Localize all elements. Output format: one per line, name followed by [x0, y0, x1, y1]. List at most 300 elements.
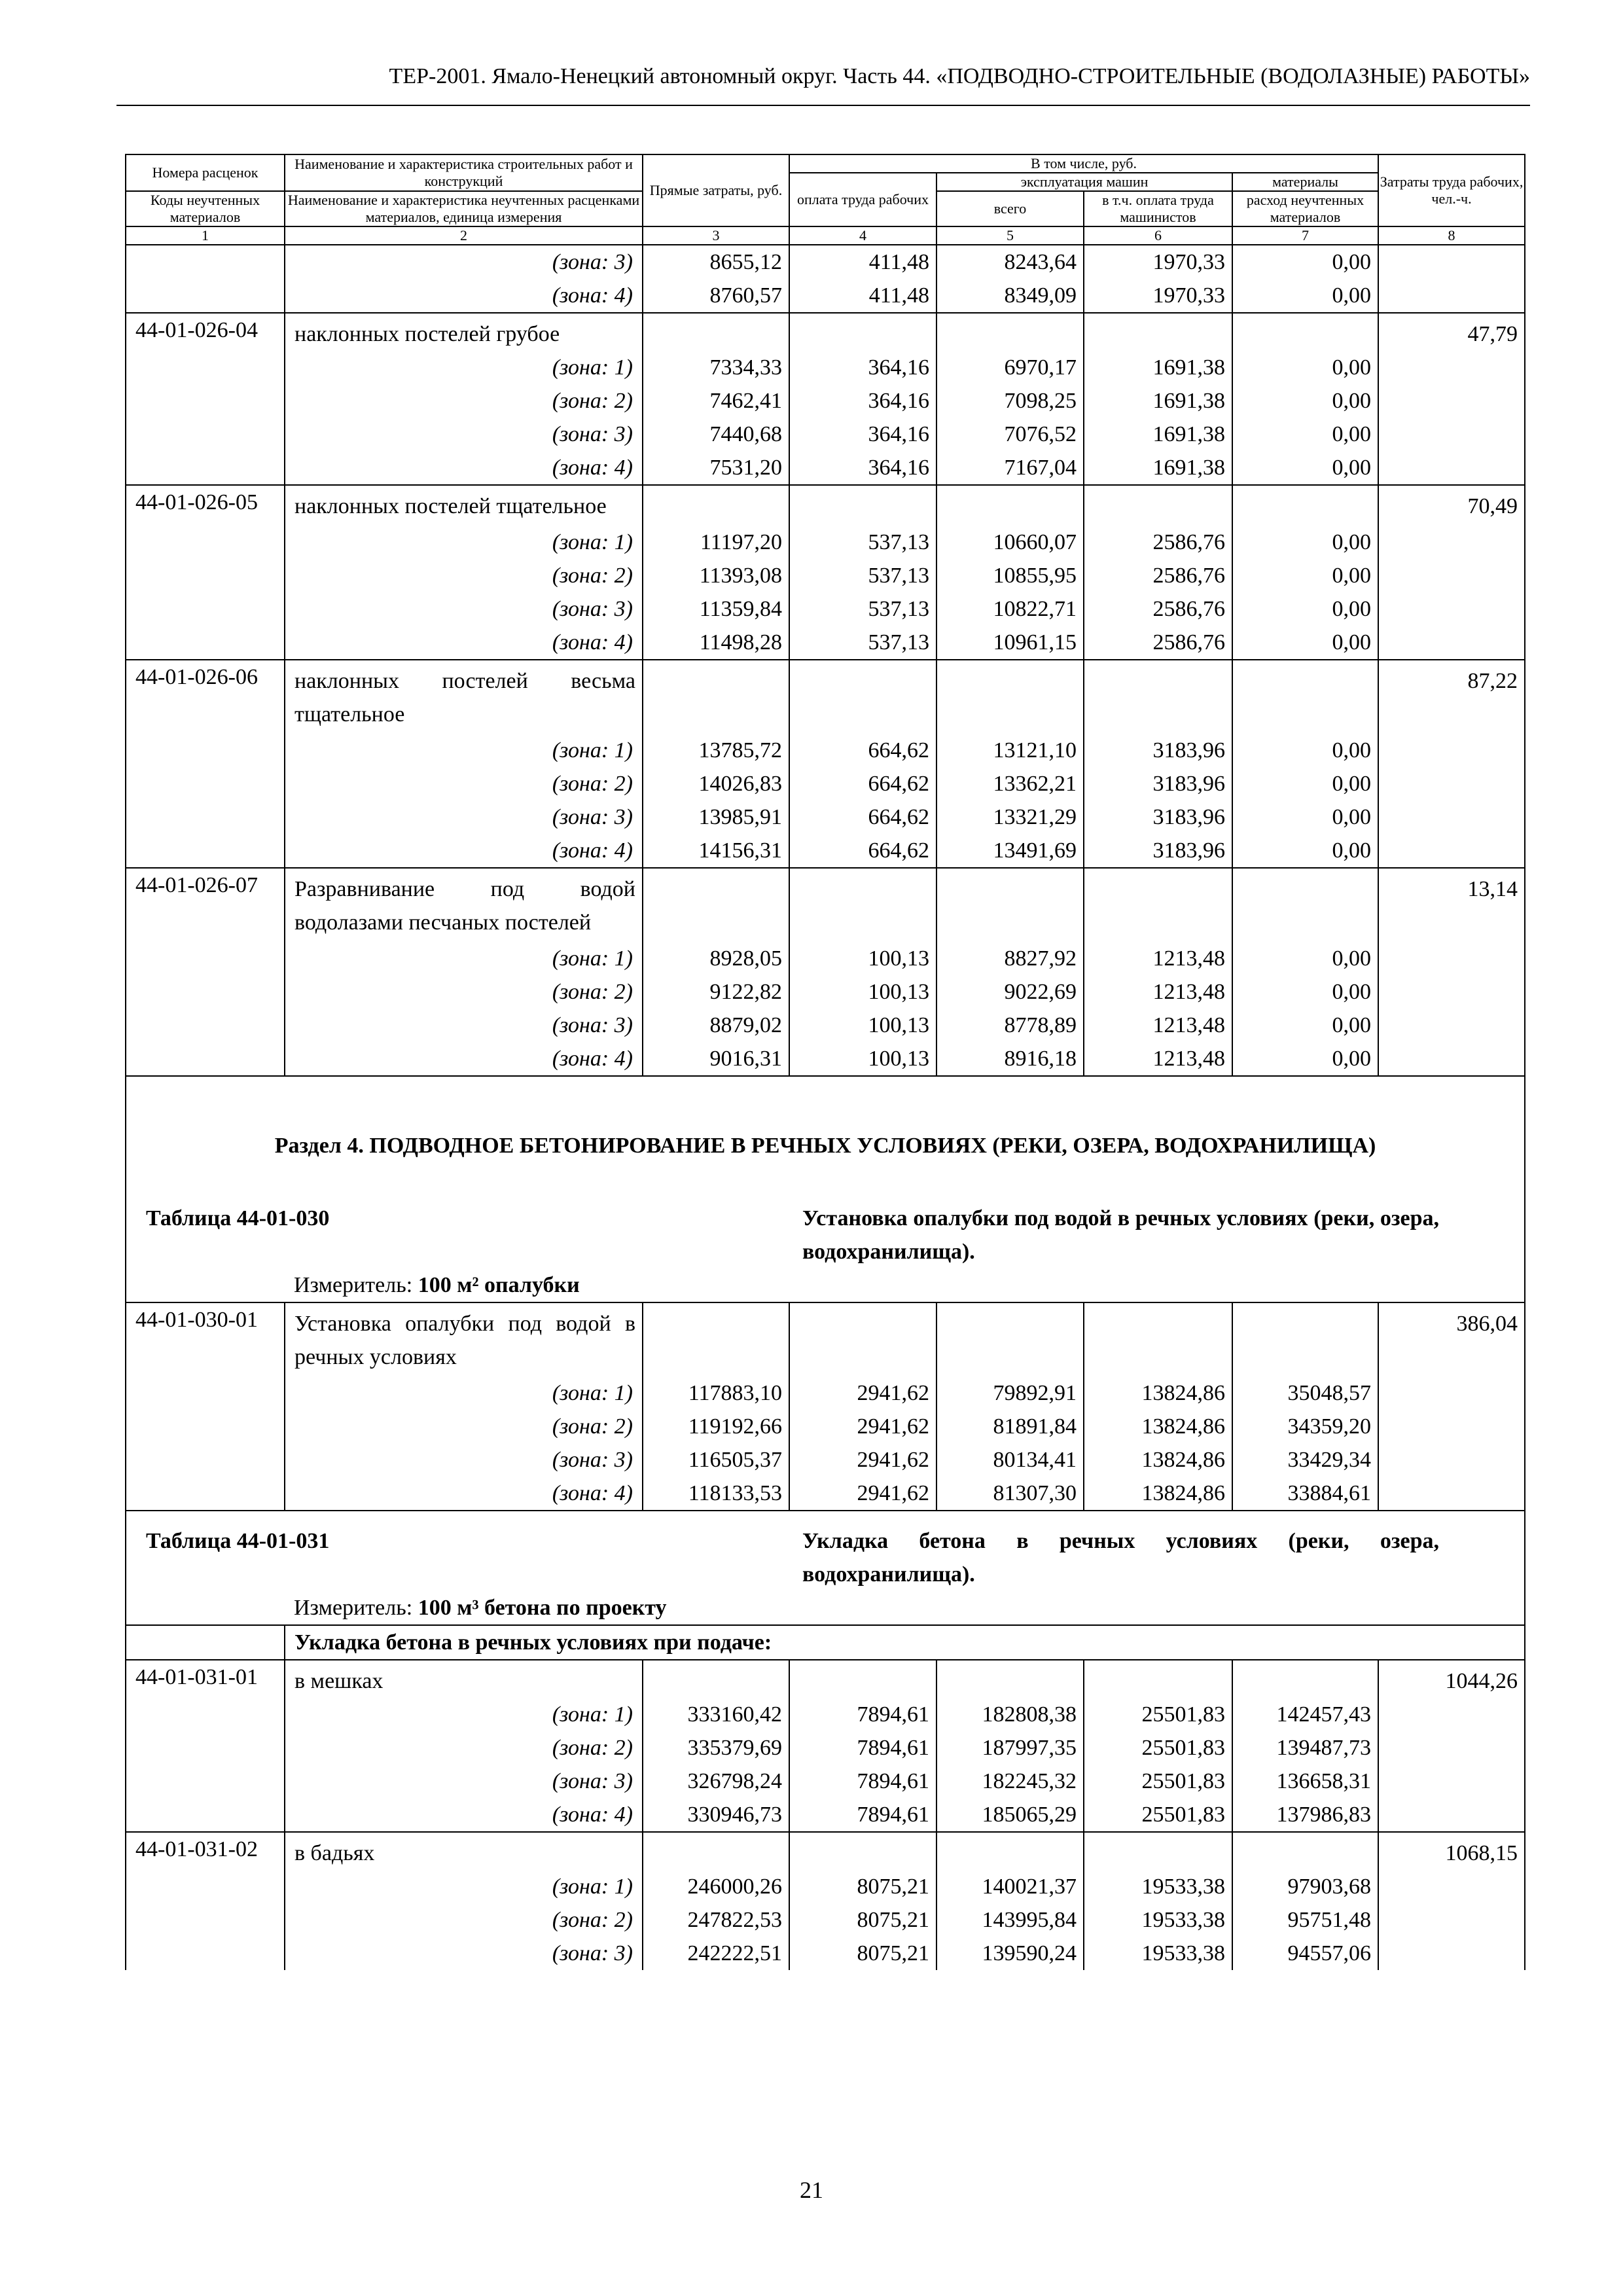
value-cell: 7462,41 [643, 384, 789, 418]
running-header: ТЕР-2001. Ямало-Ненецкий автономный округ. Часть 44. «ПОДВОДНО-СТРОИТЕЛЬНЫЕ (ВОДОЛАЗНЫЕ) РАБОТЫ» [389, 64, 1530, 88]
empty-cell [1378, 418, 1525, 451]
value-cell: 0,00 [1232, 626, 1378, 660]
value-cell: 11498,28 [643, 626, 789, 660]
value-cell: 139590,24 [936, 1937, 1084, 1970]
empty-cell [1378, 1009, 1525, 1042]
value-cell: 8928,05 [643, 942, 789, 975]
value-cell: 8879,02 [643, 1009, 789, 1042]
value-cell: 664,62 [789, 767, 936, 800]
value-cell: 8760,57 [643, 279, 789, 313]
value-cell: 0,00 [1232, 351, 1378, 384]
value-cell: 100,13 [789, 1009, 936, 1042]
empty-cell [1378, 834, 1525, 868]
value-cell: 0,00 [1232, 245, 1378, 279]
value-cell: 0,00 [1232, 592, 1378, 626]
value-cell: 13491,69 [936, 834, 1084, 868]
value-cell: 139487,73 [1232, 1731, 1378, 1765]
empty-cell [1378, 526, 1525, 559]
value-cell: 9122,82 [643, 975, 789, 1009]
value-cell: 25501,83 [1084, 1798, 1232, 1832]
zone-label: (зона: 1) [285, 734, 643, 767]
value-cell: 182808,38 [936, 1698, 1084, 1731]
value-cell: 117883,10 [643, 1376, 789, 1410]
zone-label: (зона: 3) [285, 1009, 643, 1042]
empty-cell [1084, 1660, 1232, 1698]
value-cell: 537,13 [789, 626, 936, 660]
col-number: 5 [936, 226, 1084, 245]
col-number: 4 [789, 226, 936, 245]
value-cell: 13824,86 [1084, 1477, 1232, 1511]
table-title: Таблица 44-01-030 [126, 1202, 789, 1268]
value-cell: 1691,38 [1084, 418, 1232, 451]
empty-cell [126, 384, 285, 418]
empty-cell [1232, 485, 1378, 526]
empty-cell [126, 1698, 285, 1731]
zone-label: (зона: 3) [285, 1443, 643, 1477]
value-cell: 13362,21 [936, 767, 1084, 800]
empty-cell [126, 1798, 285, 1832]
value-cell: 335379,69 [643, 1731, 789, 1765]
zone-label: (зона: 2) [285, 1903, 643, 1937]
col-header-rate-number: Номера расценок [126, 154, 285, 191]
empty-cell [789, 868, 936, 942]
empty-cell [126, 418, 285, 451]
value-cell: 326798,24 [643, 1765, 789, 1798]
col-number: 7 [1232, 226, 1378, 245]
value-cell: 7894,61 [789, 1731, 936, 1765]
zone-row [126, 767, 1525, 800]
value-cell: 0,00 [1232, 800, 1378, 834]
zone-label: (зона: 3) [285, 1765, 643, 1798]
value-cell: 1213,48 [1084, 942, 1232, 975]
value-cell: 11393,08 [643, 559, 789, 592]
value-cell: 2586,76 [1084, 592, 1232, 626]
value-cell: 2586,76 [1084, 626, 1232, 660]
value-cell: 137986,83 [1232, 1798, 1378, 1832]
value-cell: 664,62 [789, 734, 936, 767]
col-number: 1 [126, 226, 285, 245]
zone-row [126, 942, 1525, 975]
rate-row [126, 313, 1525, 351]
empty-cell [126, 1268, 285, 1302]
labor-cost: 1068,15 [1378, 1832, 1525, 1870]
value-cell: 664,62 [789, 800, 936, 834]
zone-row [126, 626, 1525, 660]
rate-code: 44-01-026-07 [126, 868, 285, 942]
empty-cell [126, 1937, 285, 1970]
empty-cell [789, 1832, 936, 1870]
value-cell: 537,13 [789, 559, 936, 592]
value-cell: 364,16 [789, 418, 936, 451]
empty-cell [1378, 451, 1525, 485]
zone-label: (зона: 2) [285, 975, 643, 1009]
zone-row [126, 451, 1525, 485]
zone-row [126, 351, 1525, 384]
empty-cell [1084, 1302, 1232, 1376]
value-cell: 0,00 [1232, 1042, 1378, 1076]
value-cell: 13121,10 [936, 734, 1084, 767]
empty-cell [1378, 1798, 1525, 1832]
rate-name: в мешках [285, 1660, 643, 1698]
value-cell: 11197,20 [643, 526, 789, 559]
value-cell: 142457,43 [1232, 1698, 1378, 1731]
zone-row [126, 1698, 1525, 1731]
section-row [126, 1076, 1525, 1202]
value-cell: 246000,26 [643, 1870, 789, 1903]
value-cell: 411,48 [789, 245, 936, 279]
col-header-including: В том числе, руб. [789, 154, 1378, 173]
empty-cell [789, 660, 936, 734]
value-cell: 1691,38 [1084, 384, 1232, 418]
empty-cell [1378, 942, 1525, 975]
value-cell: 8778,89 [936, 1009, 1084, 1042]
zone-label: (зона: 2) [285, 384, 643, 418]
zone-row [126, 384, 1525, 418]
empty-cell [126, 767, 285, 800]
col-header-direct-costs: Прямые затраты, руб. [643, 154, 789, 226]
value-cell: 1691,38 [1084, 451, 1232, 485]
empty-cell [1378, 279, 1525, 313]
value-cell: 364,16 [789, 451, 936, 485]
labor-cost: 13,14 [1378, 868, 1525, 942]
empty-cell [643, 868, 789, 942]
value-cell: 0,00 [1232, 767, 1378, 800]
value-cell: 0,00 [1232, 279, 1378, 313]
col-header-labor: Затраты труда рабочих, чел.-ч. [1378, 154, 1525, 226]
value-cell: 411,48 [789, 279, 936, 313]
empty-cell [643, 1832, 789, 1870]
value-cell: 119192,66 [643, 1410, 789, 1443]
empty-cell [126, 975, 285, 1009]
labor-cost: 1044,26 [1378, 1660, 1525, 1698]
empty-cell [126, 451, 285, 485]
rates-table [125, 154, 1525, 1970]
empty-cell [1378, 767, 1525, 800]
value-cell: 8243,64 [936, 245, 1084, 279]
value-cell: 7894,61 [789, 1765, 936, 1798]
empty-cell [1084, 868, 1232, 942]
col-number: 3 [643, 226, 789, 245]
value-cell: 2586,76 [1084, 526, 1232, 559]
value-cell: 7894,61 [789, 1798, 936, 1832]
value-cell: 100,13 [789, 975, 936, 1009]
value-cell: 19533,38 [1084, 1937, 1232, 1970]
rate-row [126, 868, 1525, 942]
value-cell: 3183,96 [1084, 767, 1232, 800]
rate-code: 44-01-026-06 [126, 660, 285, 734]
empty-cell [643, 1302, 789, 1376]
section-title: Раздел 4. ПОДВОДНОЕ БЕТОНИРОВАНИЕ В РЕЧНЫХ УСЛОВИЯХ (РЕКИ, ОЗЕРА, ВОДОХРАНИЛИЩА) [126, 1076, 1525, 1202]
empty-cell [936, 660, 1084, 734]
rate-code: 44-01-031-02 [126, 1832, 285, 1870]
value-cell: 2941,62 [789, 1477, 936, 1511]
empty-cell [126, 1443, 285, 1477]
value-cell: 333160,42 [643, 1698, 789, 1731]
empty-cell [1378, 1937, 1525, 1970]
empty-cell [126, 1903, 285, 1937]
col-header-material-name: Наименование и характеристика неучтенных расценками материалов, единица измерения [285, 191, 643, 226]
rate-name: наклонных постелей грубое [285, 313, 643, 351]
zone-row [126, 1731, 1525, 1765]
col-number: 6 [1084, 226, 1232, 245]
value-cell: 664,62 [789, 834, 936, 868]
empty-cell [126, 942, 285, 975]
empty-cell [1378, 626, 1525, 660]
empty-cell [126, 1765, 285, 1798]
zone-row [126, 1477, 1525, 1511]
value-cell: 0,00 [1232, 384, 1378, 418]
zone-label: (зона: 4) [285, 1798, 643, 1832]
zone-row [126, 1443, 1525, 1477]
zone-label: (зона: 4) [285, 279, 643, 313]
empty-cell [1378, 245, 1525, 279]
zone-label: (зона: 3) [285, 592, 643, 626]
rate-name: наклонных постелей весьма тщательное [285, 660, 643, 734]
value-cell: 7167,04 [936, 451, 1084, 485]
measure-row [126, 1591, 1525, 1625]
subhead-row [126, 1625, 1525, 1660]
empty-cell [126, 734, 285, 767]
empty-cell [126, 245, 285, 279]
rate-row [126, 1302, 1525, 1376]
empty-cell [1232, 313, 1378, 351]
value-cell: 0,00 [1232, 526, 1378, 559]
empty-cell [1378, 1477, 1525, 1511]
zone-row [126, 1376, 1525, 1410]
value-cell: 3183,96 [1084, 800, 1232, 834]
empty-cell [1378, 1698, 1525, 1731]
col-header-materials: материалы [1232, 173, 1378, 191]
empty-cell [1378, 1042, 1525, 1076]
value-cell: 14156,31 [643, 834, 789, 868]
value-cell: 1213,48 [1084, 975, 1232, 1009]
subhead-text: Укладка бетона в речных условиях при подаче: [285, 1625, 1525, 1660]
col-number: 2 [285, 226, 643, 245]
empty-cell [1232, 660, 1378, 734]
empty-cell [126, 1870, 285, 1903]
value-cell: 33429,34 [1232, 1443, 1378, 1477]
zone-label: (зона: 3) [285, 245, 643, 279]
empty-cell [126, 1376, 285, 1410]
empty-cell [1378, 800, 1525, 834]
zone-label: (зона: 3) [285, 1937, 643, 1970]
empty-cell [1084, 485, 1232, 526]
value-cell: 140021,37 [936, 1870, 1084, 1903]
rate-name: Разравнивание под водой водолазами песчаных постелей [285, 868, 643, 942]
zone-row [126, 1009, 1525, 1042]
rate-row [126, 660, 1525, 734]
zone-row [126, 1903, 1525, 1937]
zone-label: (зона: 4) [285, 834, 643, 868]
zone-row [126, 418, 1525, 451]
value-cell: 1970,33 [1084, 245, 1232, 279]
value-cell: 2941,62 [789, 1376, 936, 1410]
rate-name: наклонных постелей тщательное [285, 485, 643, 526]
empty-cell [126, 626, 285, 660]
empty-cell [1378, 734, 1525, 767]
zone-label: (зона: 3) [285, 800, 643, 834]
rate-code: 44-01-030-01 [126, 1302, 285, 1376]
value-cell: 537,13 [789, 592, 936, 626]
col-header-machinist-wages: в т.ч. оплата труда машинистов [1084, 191, 1232, 226]
zone-row [126, 734, 1525, 767]
zone-row [126, 1410, 1525, 1443]
labor-cost: 386,04 [1378, 1302, 1525, 1376]
value-cell: 35048,57 [1232, 1376, 1378, 1410]
col-header-machines: эксплуатация машин [936, 173, 1232, 191]
value-cell: 80134,41 [936, 1443, 1084, 1477]
value-cell: 143995,84 [936, 1903, 1084, 1937]
value-cell: 95751,48 [1232, 1903, 1378, 1937]
value-cell: 13985,91 [643, 800, 789, 834]
zone-row [126, 1870, 1525, 1903]
zone-row [126, 559, 1525, 592]
table-caption: Укладка бетона в речных условиях (реки, озера, водохранилища). [789, 1511, 1525, 1591]
zone-row [126, 245, 1525, 279]
zone-row [126, 1798, 1525, 1832]
value-cell: 10855,95 [936, 559, 1084, 592]
table-heading-row [126, 1511, 1525, 1591]
empty-cell [126, 1625, 285, 1660]
rate-row [126, 1660, 1525, 1698]
zone-row [126, 1765, 1525, 1798]
empty-cell [126, 351, 285, 384]
rate-code: 44-01-026-04 [126, 313, 285, 351]
rate-code: 44-01-026-05 [126, 485, 285, 526]
value-cell: 100,13 [789, 942, 936, 975]
value-cell: 2586,76 [1084, 559, 1232, 592]
value-cell: 3183,96 [1084, 834, 1232, 868]
zone-label: (зона: 1) [285, 1870, 643, 1903]
empty-cell [1378, 592, 1525, 626]
empty-cell [1378, 1731, 1525, 1765]
value-cell: 8827,92 [936, 942, 1084, 975]
value-cell: 6970,17 [936, 351, 1084, 384]
zone-label: (зона: 1) [285, 942, 643, 975]
empty-cell [936, 1302, 1084, 1376]
zone-label: (зона: 1) [285, 351, 643, 384]
value-cell: 187997,35 [936, 1731, 1084, 1765]
empty-cell [126, 1009, 285, 1042]
col-header-work-name: Наименование и характеристика строительных работ и конструкций [285, 154, 643, 191]
value-cell: 8655,12 [643, 245, 789, 279]
value-cell: 1213,48 [1084, 1042, 1232, 1076]
empty-cell [126, 1731, 285, 1765]
table-caption: Установка опалубки под водой в речных условиях (реки, озера, водохранилища). [789, 1202, 1525, 1268]
value-cell: 185065,29 [936, 1798, 1084, 1832]
empty-cell [1232, 1660, 1378, 1698]
col-header-material-usage: расход неучтенных материалов [1232, 191, 1378, 226]
value-cell: 81891,84 [936, 1410, 1084, 1443]
zone-label: (зона: 4) [285, 1477, 643, 1511]
empty-cell [1378, 351, 1525, 384]
value-cell: 13824,86 [1084, 1376, 1232, 1410]
zone-row [126, 592, 1525, 626]
value-cell: 364,16 [789, 384, 936, 418]
col-header-material-codes: Коды неучтенных материалов [126, 191, 285, 226]
zone-row [126, 800, 1525, 834]
empty-cell [1378, 975, 1525, 1009]
value-cell: 3183,96 [1084, 734, 1232, 767]
empty-cell [936, 313, 1084, 351]
zone-label: (зона: 2) [285, 767, 643, 800]
value-cell: 13321,29 [936, 800, 1084, 834]
value-cell: 11359,84 [643, 592, 789, 626]
value-cell: 13824,86 [1084, 1410, 1232, 1443]
zone-label: (зона: 2) [285, 1410, 643, 1443]
value-cell: 118133,53 [643, 1477, 789, 1511]
value-cell: 2941,62 [789, 1410, 936, 1443]
value-cell: 182245,32 [936, 1765, 1084, 1798]
value-cell: 14026,83 [643, 767, 789, 800]
empty-cell [1378, 384, 1525, 418]
empty-cell [1378, 1870, 1525, 1903]
zone-label: (зона: 2) [285, 1731, 643, 1765]
value-cell: 19533,38 [1084, 1870, 1232, 1903]
table-title: Таблица 44-01-031 [126, 1511, 789, 1591]
zone-label: (зона: 1) [285, 1376, 643, 1410]
zone-label: (зона: 1) [285, 1698, 643, 1731]
value-cell: 7076,52 [936, 418, 1084, 451]
empty-cell [126, 1410, 285, 1443]
value-cell: 81307,30 [936, 1477, 1084, 1511]
value-cell: 537,13 [789, 526, 936, 559]
empty-cell [126, 592, 285, 626]
value-cell: 25501,83 [1084, 1698, 1232, 1731]
empty-cell [1232, 1302, 1378, 1376]
empty-cell [126, 800, 285, 834]
empty-cell [1378, 1765, 1525, 1798]
rate-code: 44-01-031-01 [126, 1660, 285, 1698]
value-cell: 19533,38 [1084, 1903, 1232, 1937]
value-cell: 2941,62 [789, 1443, 936, 1477]
zone-label: (зона: 3) [285, 418, 643, 451]
measure-label: Измеритель: [294, 1273, 413, 1297]
empty-cell [643, 1660, 789, 1698]
value-cell: 10660,07 [936, 526, 1084, 559]
value-cell: 330946,73 [643, 1798, 789, 1832]
empty-cell [1378, 1376, 1525, 1410]
value-cell: 8349,09 [936, 279, 1084, 313]
table-heading-row [126, 1202, 1525, 1268]
value-cell: 0,00 [1232, 834, 1378, 868]
zone-label: (зона: 4) [285, 451, 643, 485]
value-cell: 0,00 [1232, 451, 1378, 485]
value-cell: 13824,86 [1084, 1443, 1232, 1477]
value-cell: 25501,83 [1084, 1765, 1232, 1798]
zone-row [126, 526, 1525, 559]
value-cell: 9016,31 [643, 1042, 789, 1076]
value-cell: 7894,61 [789, 1698, 936, 1731]
value-cell: 0,00 [1232, 1009, 1378, 1042]
labor-cost: 70,49 [1378, 485, 1525, 526]
value-cell: 7098,25 [936, 384, 1084, 418]
value-cell: 8075,21 [789, 1870, 936, 1903]
zone-label: (зона: 2) [285, 559, 643, 592]
value-cell: 0,00 [1232, 975, 1378, 1009]
measure-value: 100 м² опалубки [418, 1273, 580, 1297]
labor-cost: 87,22 [1378, 660, 1525, 734]
empty-cell [1378, 1903, 1525, 1937]
value-cell: 7531,20 [643, 451, 789, 485]
value-cell: 0,00 [1232, 942, 1378, 975]
empty-cell [1378, 1443, 1525, 1477]
page-number: 21 [800, 2177, 823, 2203]
measure-row [126, 1268, 1525, 1302]
value-cell: 94557,06 [1232, 1937, 1378, 1970]
value-cell: 25501,83 [1084, 1731, 1232, 1765]
value-cell: 9022,69 [936, 975, 1084, 1009]
